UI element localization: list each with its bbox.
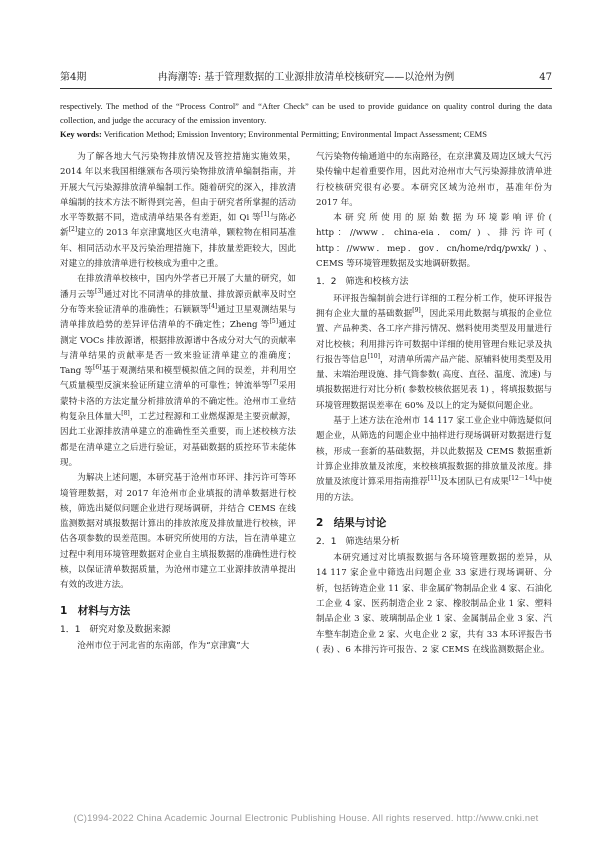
citation: [1] [261,211,270,219]
citation: [4] [208,303,218,311]
text-span: 通过卫星观测结果与清单排放趋势的差异评估清单的不确定性；Zheng 等 [60,304,296,331]
abstract-tail [60,99,552,141]
section-heading-materials-methods: 1 材料与方法 [60,604,131,617]
text-span: 建立的 2013 年京津冀地区火电清单，颗粒物在相同基准年、相同活动水平及污染治理措施下，排放量差距较大，因此对建立的排放清单进行校核成为重中之重。 [60,228,296,270]
subsection-heading-study-data: 1．1 研究对象及数据来源 [60,624,171,635]
text-span: 及本团队已有成果 [440,477,509,488]
method-paragraph-2 [316,414,552,506]
text-span: 基于观测结果和模型模拟值之间的误差，并利用空气质量模型反演来验证所建立清单的可靠性；钟流举等 [60,366,296,392]
citation: [11] [427,475,441,483]
citation: [10] [367,353,380,360]
intro-paragraph-3: 为解决上述问题，本研究基于沧州市环评、排污许可等环境管理数据，对 2017 年沧州市企业填报的清单数据进行校核，筛选出疑似问题企业进行现场调研，并结合 CEMS 在线监测数据对填报数据计算出的排放浓度及排放量进行校核，评估各项参数的误差范围。本研究所使用的方法，旨在清单建立过程中利用环境管理数据对企业自主填报数据的准确性进行校核，以保证清单数据质量，为沧州市建立工业源排放清单提出有效的改进方法。 [60,473,296,591]
header-rule [60,88,552,89]
page-number: 47 [539,72,552,83]
keywords-label: Key words: [60,129,102,139]
text-span: ，工艺过程源和工业燃煤源是主要贡献源，因此工业源排放清单建立的准确性至关重要，而上述校核方法都是在清单建立之后进行验证，对基础数据的质控环节未能体现。 [60,412,296,468]
section-heading-results: 2 结果与讨论 [316,516,387,529]
citation: [6] [93,364,102,372]
citation: [3] [95,287,104,295]
text-span: ，对清单所需产品产能、原辅料使用类型及用量、末端治理设施、排气筒参数( 高度、直径、温度、流速) 与填报数据进行对比分析( 参数校核依据见表 1) ，将填报数据与环境管理数据误差率在 60% 及以上的定为疑似问题企业。 [316,354,552,411]
text-span: 通过测定 VOCs 排放源谱，根据排放源谱中各成分对大气的贡献率与清单结果的贡献率是否一致来验证清单建立的准确度；Tang 等 [60,320,296,377]
issue-number: 第4期 [60,72,87,83]
citation: [9] [412,307,421,315]
text-span: 与陈必新 [60,213,296,239]
copyright-footer: (C)1994-2022 China Academic Journal Electronic Publishing House. All rights reserved. http://www.cnki.net [73,812,539,823]
citation: [12－14] [508,475,535,483]
study-area-paragraph: 沧州市位于河北省的东南部，作为“京津冀”大 [77,640,250,651]
citation: [8] [121,410,130,418]
right-column [316,150,552,658]
text-span: 基于上述方法在沧州市 14 117 家工业企业中筛选疑似问题企业，从筛选的问题企业中抽样进行现场调研对数据进行复核，形成一套新的基础数据，并以此数据及 CEMS 数据重新计算企业排放量及浓度，来校核填报数据的排放量及浓度。排放量及浓度计算采用指南推荐 [316,416,552,488]
results-paragraph: 本研究通过对比填报数据与各环境管理数据的差异，从 14 117 家企业中筛选出问题企业 33 家进行现场调研、分析，包括铸造企业 11 家、非金属矿物制品企业 4 家、石油化工企业 4 家、医药制造企业 2 家、橡胶制品企业 1 家、塑料制品企业 3 家、玻璃制品企业 1 家、金属制品企业 3 家、汽车整车制造企业 2 家、火电企业 2 家，共有 33 本环评报告书( 表) 、6 本排污许可报告、2 家 CEMS 在线监测数据企业。 [316,553,552,655]
text-span: 中使用的方法。 [316,477,552,503]
method-paragraph-1 [316,292,552,414]
text-span: ，因此采用此数据与填报的企业位置、产品种类、各工序产排污情况、燃料使用类型及用量进行对比校核；利用排污许可数据中详细的使用管理台账记录及执行报告等信息 [316,308,552,365]
text-span: 采用蒙特卡洛的方法定量分析排放清单的不确定性。沧州市工业结构复杂且体量大 [60,381,296,423]
subsection-heading-screening-results: 2．1 筛选结果分析 [316,536,400,547]
keywords: Verification Method; Emission Inventory; Environmental Permitting; Environmental Impact Assessment; CEMS [103,129,487,139]
study-area-continued: 气污染物传输通道中的东南路径，在京津冀及周边区域大气污染传输中起着重要作用，因此对沧州市大气污染源排放清单进行校核研究很有必要。本研究区域为沧州市，基准年份为 2017 年。 [316,152,552,208]
text-span: 环评报告编制前会进行详细的工程分析工作，使环评报告拥有企业大量的基础数据 [316,293,552,319]
abstract-text: respectively. The method of the “Process Control” and “After Check” can be used to provide guidance on quality control during the data collection, and judge the accuracy of the emission inventory. [60,101,552,125]
text-span: 在排放清单校核中，国内外学者已开展了大量的研究，如潘月云等 [60,274,296,300]
citation: [2] [68,226,78,234]
citation: [5] [269,318,279,326]
text-span: 为了解各地大气污染物排放情况及管控措施实施效果，2014 年以来我国相继颁布各项污染物排放清单编制指南，并开展大气污染源排放清单编制工作。随着研究的深入，排放清单编制的技术方法不断得到完善，但由于研究者所掌握的活动水平等数据不同，造成清单结果各有差距，如 Qi 等 [60,152,296,224]
citation: [7] [269,379,279,387]
left-column [60,150,296,654]
data-sources-paragraph: 本研究所使用的原始数据为环境影响评价( http：//www．china-eia．com/ ) 、排污许可( http：//www．mep．gov．cn/home/rdq/pwxk/ ) 、CEMS 等环境管理数据及实地调研数据。 [316,213,552,270]
intro-paragraph-1 [60,150,296,272]
running-header [60,70,552,86]
subsection-heading-screening-methods: 1．2 筛选和校核方法 [316,277,409,288]
running-title: 冉海潮等: 基于管理数据的工业源排放清单校核研究——以沧州为例 [157,72,455,83]
intro-paragraph-2 [60,272,296,471]
text-span: 通过对比不同清单的排放量、排放源贡献率及时空分布等来验证清单的准确性；石颖颖等 [60,289,296,315]
